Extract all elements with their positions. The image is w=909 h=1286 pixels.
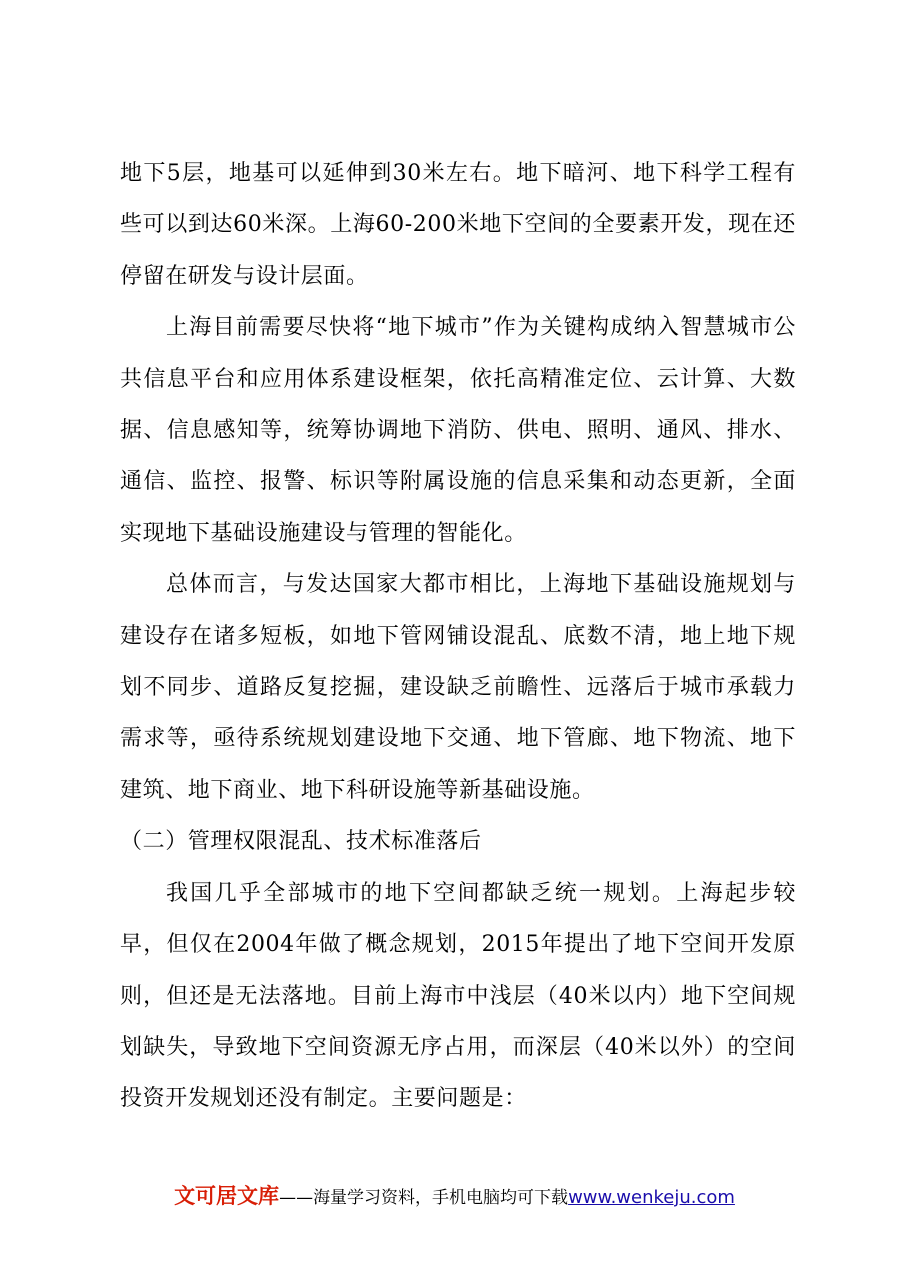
footer-website-link[interactable]: www.wenkeju.com	[568, 1187, 735, 1208]
paragraph-1: 地下5层，地基可以延伸到30米左右。地下暗河、地下科学工程有些可以到达60米深。上海60-200米地下空间的全要素开发，现在还停留在研发与设计层面。	[120, 161, 796, 289]
footer-banner	[0, 1180, 909, 1210]
footer-tagline: ——海量学习资料，手机电脑均可下载	[279, 1188, 569, 1208]
section-heading: （二）管理权限混乱、技术标准落后	[120, 829, 482, 855]
paragraph-2: 上海目前需要尽快将“地下城市”作为关键构成纳入智慧城市公共信息平台和应用体系建设框架，依托高精准定位、云计算、大数据、信息感知等，统筹协调地下消防、供电、照明、通风、排水、通信、监控、报警、标识等附属设施的信息采集和动态更新，全面实现地下基础设施建设与管理的智能化。	[120, 315, 796, 546]
paragraph-4: 我国几乎全部城市的地下空间都缺乏统一规划。上海起步较早，但仅在2004年做了概念规划，2015年提出了地下空间开发原则，但还是无法落地。目前上海市中浅层（40米以内）地下空间规划缺失，导致地下空间资源无序占用，而深层（40米以外）的空间投资开发规划还没有制定。主要问题是：	[120, 880, 796, 1112]
paragraph-3: 总体而言，与发达国家大都市相比，上海地下基础设施规划与建设存在诸多短板，如地下管网铺设混乱、底数不清，地上地下规划不同步、道路反复挖掘，建设缺乏前瞻性、远落后于城市承载力需求等，亟待系统规划建设地下交通、地下管廊、地下物流、地下建筑、地下商业、地下科研设施等新基础设施。	[120, 572, 796, 803]
footer-brand: 文可居文库	[174, 1184, 280, 1208]
document-body	[120, 148, 796, 1125]
